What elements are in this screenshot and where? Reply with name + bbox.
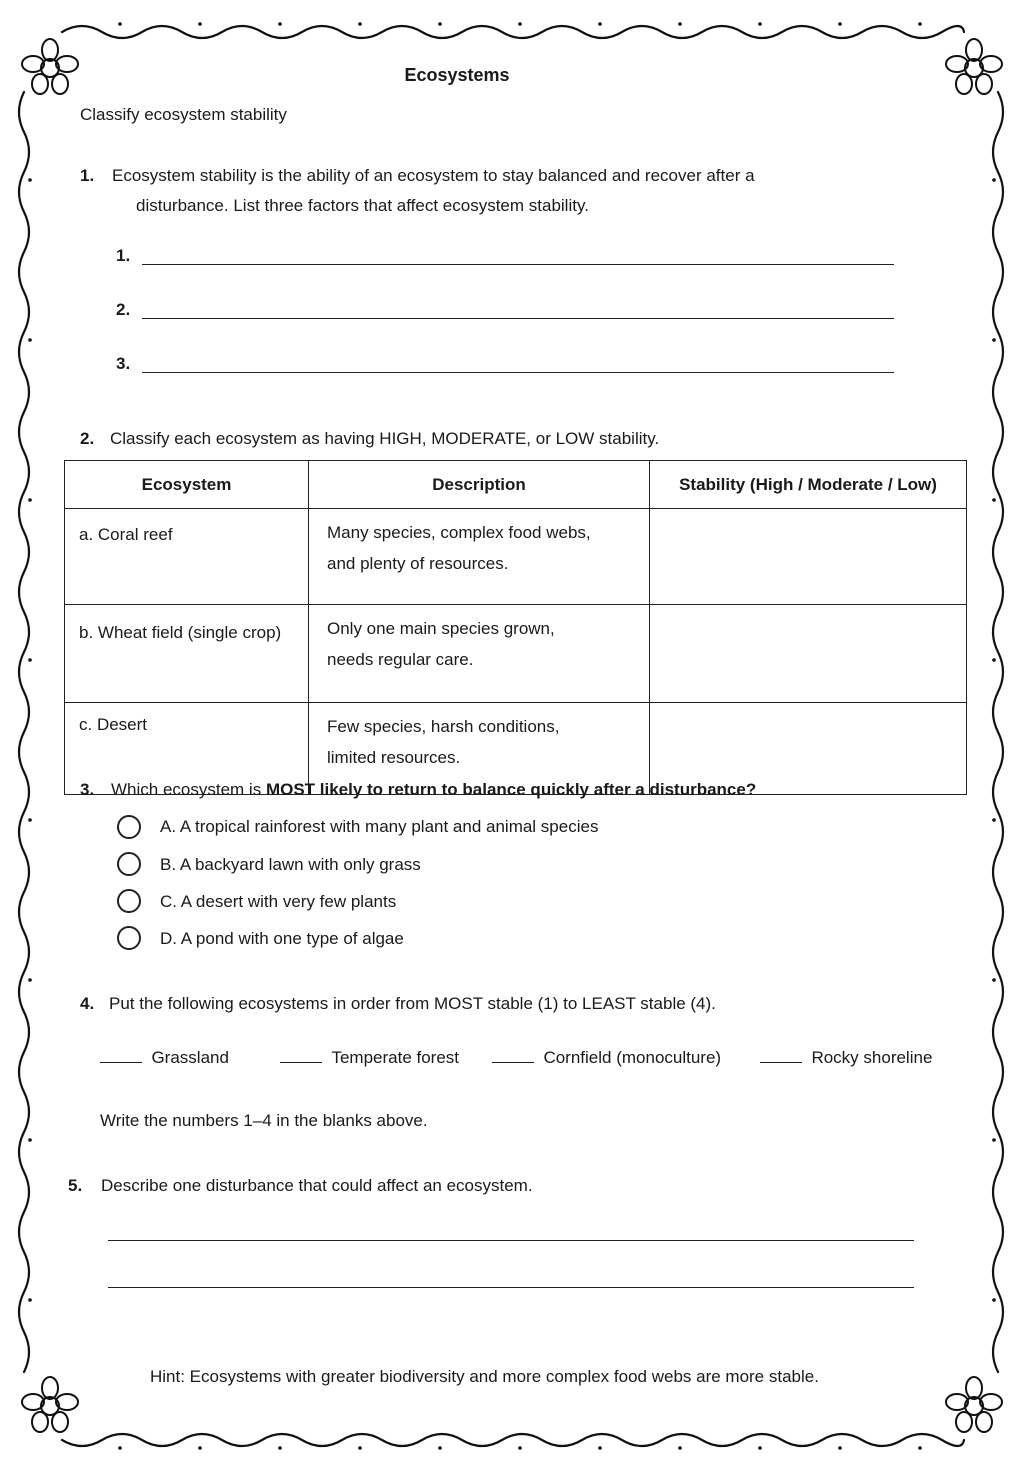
q2-text: Classify each ecosystem as having HIGH, MODERATE, or LOW stability. xyxy=(110,429,660,448)
q3-text-bold: MOST likely to return to balance quickly after a disturbance? xyxy=(265,780,757,799)
ecosystem-cell xyxy=(65,509,309,605)
description-line: Many species, complex food webs, xyxy=(327,523,591,542)
q1-answer-line-1[interactable] xyxy=(142,264,894,265)
order-item-temperate-forest xyxy=(280,1047,459,1069)
q1-answer-line-3[interactable] xyxy=(142,372,894,373)
option-d-label: D. A pond with one type of algae xyxy=(160,929,404,948)
description-line: limited resources. xyxy=(327,748,461,767)
option-d-radio[interactable] xyxy=(117,926,141,950)
order-blank[interactable] xyxy=(100,1048,142,1063)
order-item-label: Cornfield (monoculture) xyxy=(543,1048,722,1067)
order-item-grassland xyxy=(100,1047,229,1069)
order-item-cornfield xyxy=(492,1047,721,1069)
q3-text-plain: Which ecosystem is xyxy=(111,780,266,799)
option-b-label: B. A backyard lawn with only grass xyxy=(160,855,421,874)
order-blank[interactable] xyxy=(760,1048,802,1063)
q5-answer-line-2[interactable] xyxy=(108,1287,914,1288)
q1-text-line1: Ecosystem stability is the ability of an ecosystem to stay balanced and recover after a xyxy=(112,166,755,185)
q3-text xyxy=(111,779,756,801)
ecosystem-cell xyxy=(65,605,309,703)
option-c-radio[interactable] xyxy=(117,889,141,913)
order-item-rocky-shoreline xyxy=(760,1047,932,1069)
option-a-radio[interactable] xyxy=(117,815,141,839)
description-cell xyxy=(309,605,650,703)
q4-text: Put the following ecosystems in order from MOST stable (1) to LEAST stable (4). xyxy=(109,994,716,1013)
ecosystem-name: b. Wheat field (single crop) xyxy=(79,623,282,642)
q4-note: Write the numbers 1–4 in the blanks above. xyxy=(100,1111,428,1130)
stability-answer-cell[interactable] xyxy=(650,605,967,703)
q1-text-line2: disturbance. List three factors that affect ecosystem stability. xyxy=(136,196,589,215)
ecosystem-name: c. Desert xyxy=(79,715,148,734)
q3-number: 3. xyxy=(80,780,95,799)
header-stability: Stability (High / Moderate / Low) xyxy=(650,461,967,509)
order-item-label: Rocky shoreline xyxy=(811,1048,933,1067)
hint-text: Hint: Ecosystems with greater biodiversity and more complex food webs are more stable. xyxy=(150,1367,819,1386)
q1-blank-label-2: 2. xyxy=(116,300,131,319)
option-b-radio[interactable] xyxy=(117,852,141,876)
option-c-label: C. A desert with very few plants xyxy=(160,892,397,911)
page-title: Ecosystems xyxy=(404,65,510,85)
description-line: Few species, harsh conditions, xyxy=(327,717,560,736)
worksheet-subtitle: Classify ecosystem stability xyxy=(80,105,287,124)
table-header-row xyxy=(65,461,967,509)
q1-blank-label-3: 3. xyxy=(116,354,131,373)
ecosystem-name: a. Coral reef xyxy=(79,525,173,544)
description-line: needs regular care. xyxy=(327,650,474,669)
header-ecosystem: Ecosystem xyxy=(65,461,309,509)
q4-number: 4. xyxy=(80,994,95,1013)
order-item-label: Grassland xyxy=(151,1048,229,1067)
q5-answer-line-1[interactable] xyxy=(108,1240,914,1241)
order-blank[interactable] xyxy=(492,1048,534,1063)
description-line: Only one main species grown, xyxy=(327,619,555,638)
table-row xyxy=(65,605,967,703)
order-item-label: Temperate forest xyxy=(331,1048,460,1067)
description-cell xyxy=(309,509,650,605)
q5-number: 5. xyxy=(68,1176,83,1195)
q1-answer-line-2[interactable] xyxy=(142,318,894,319)
q1-number: 1. xyxy=(80,166,95,185)
stability-table xyxy=(64,460,967,795)
table-row xyxy=(65,509,967,605)
q5-text: Describe one disturbance that could affect an ecosystem. xyxy=(101,1176,533,1195)
header-description: Description xyxy=(309,461,650,509)
stability-answer-cell[interactable] xyxy=(650,509,967,605)
order-blank[interactable] xyxy=(280,1048,322,1063)
q1-blank-label-1: 1. xyxy=(116,246,131,265)
option-a-label: A. A tropical rainforest with many plant and animal species xyxy=(160,817,599,836)
description-line: and plenty of resources. xyxy=(327,554,509,573)
q2-number: 2. xyxy=(80,429,95,448)
